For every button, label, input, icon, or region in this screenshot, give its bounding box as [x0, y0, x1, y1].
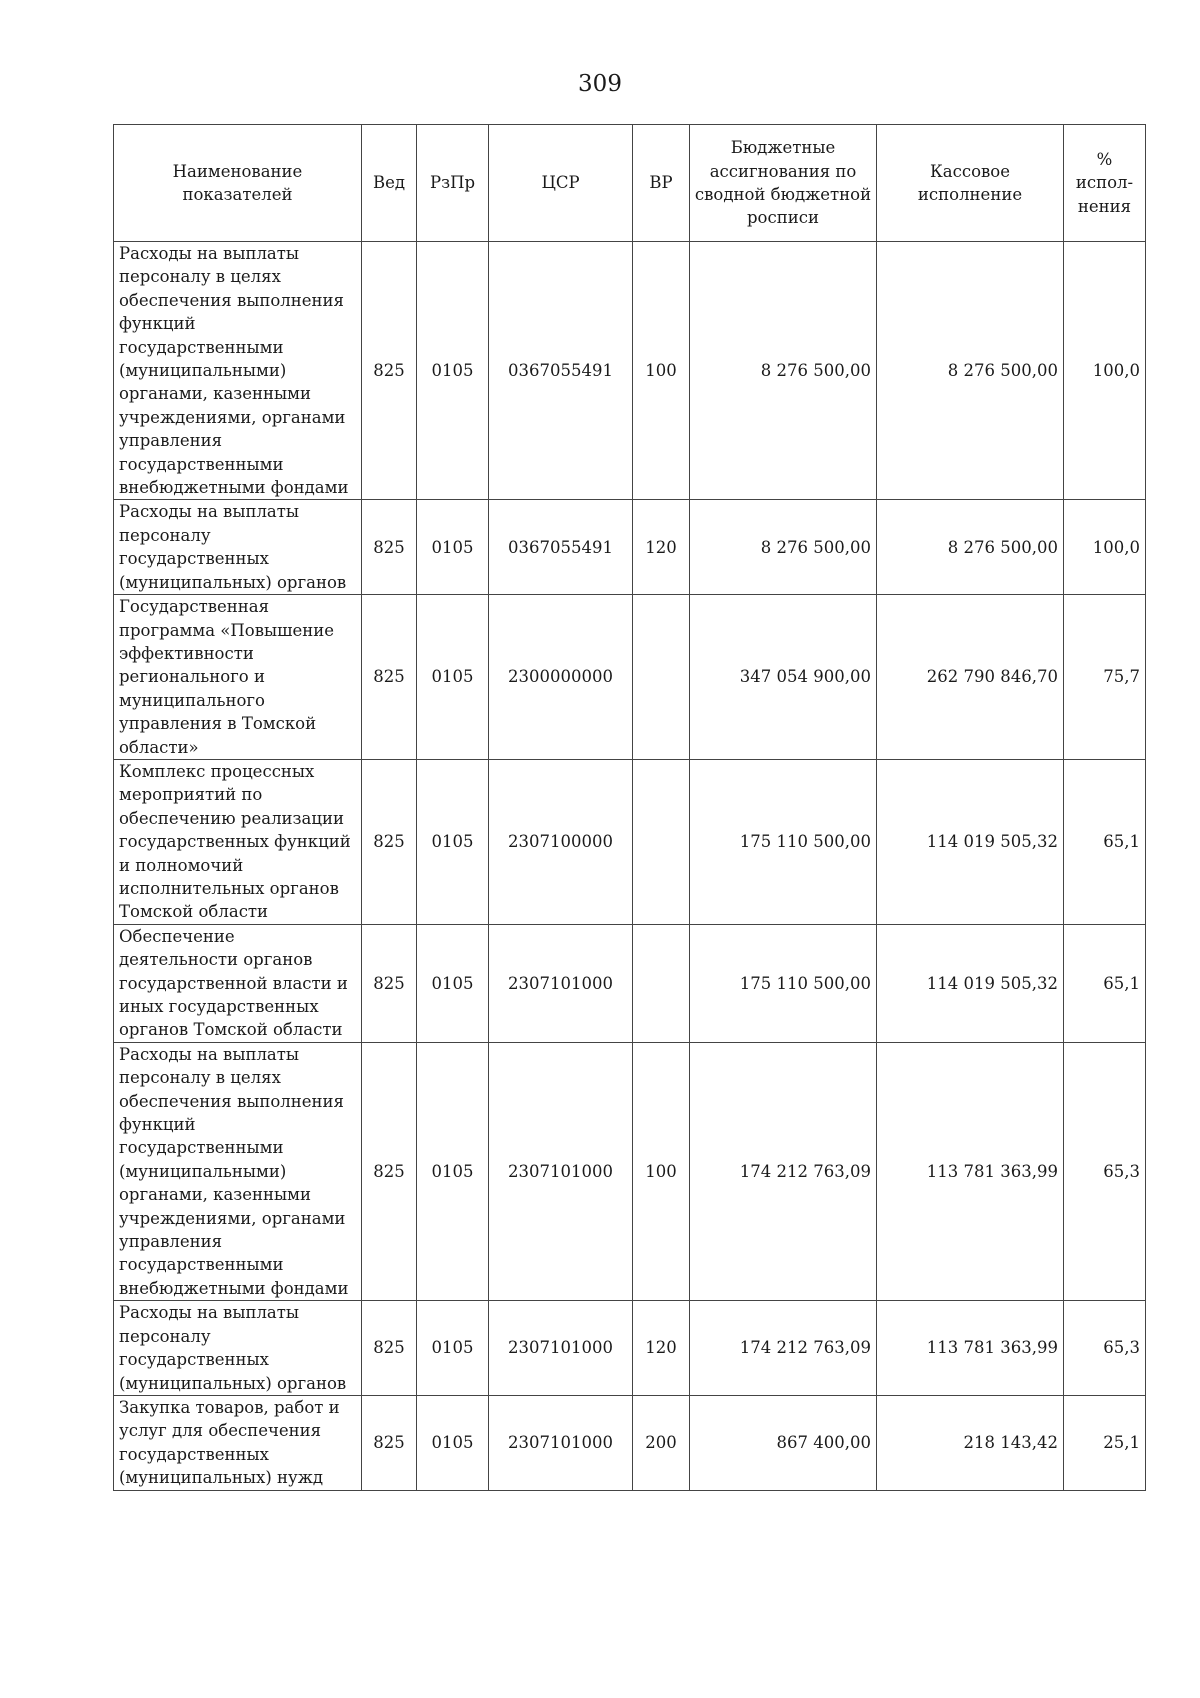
row-csr: 2307101000: [489, 1042, 633, 1300]
table-row: [114, 595, 1146, 760]
header-rzpr: РзПр: [417, 125, 489, 242]
row-ved: 825: [362, 759, 417, 924]
header-assigned: Бюджетные ассигнования по сводной бюджетной росписи: [690, 125, 877, 242]
row-percent: 100,0: [1064, 500, 1146, 595]
row-vr: [633, 759, 690, 924]
row-executed: 114 019 505,32: [877, 759, 1064, 924]
row-assigned: 8 276 500,00: [690, 242, 877, 500]
row-percent: 100,0: [1064, 242, 1146, 500]
row-ved: 825: [362, 595, 417, 760]
table-row: [114, 759, 1146, 924]
row-vr: 100: [633, 1042, 690, 1300]
row-rzpr: 0105: [417, 242, 489, 500]
row-name: Комплекс процессных мероприятий по обеспечению реализации государственных функций и полномочий исполнительных органов Томской области: [114, 759, 362, 924]
budget-table: [113, 124, 1146, 1491]
row-assigned: 8 276 500,00: [690, 500, 877, 595]
row-ved: 825: [362, 242, 417, 500]
row-vr: 200: [633, 1395, 690, 1490]
row-executed: 113 781 363,99: [877, 1301, 1064, 1396]
row-ved: 825: [362, 924, 417, 1042]
row-executed: 114 019 505,32: [877, 924, 1064, 1042]
row-rzpr: 0105: [417, 1042, 489, 1300]
row-percent: 65,3: [1064, 1301, 1146, 1396]
header-executed: Кассовое исполнение: [877, 125, 1064, 242]
row-executed: 262 790 846,70: [877, 595, 1064, 760]
page-number: 309: [578, 71, 622, 97]
row-rzpr: 0105: [417, 1395, 489, 1490]
row-ved: 825: [362, 1395, 417, 1490]
header-name: Наименование показателей: [114, 125, 362, 242]
row-ved: 825: [362, 1301, 417, 1396]
row-executed: 8 276 500,00: [877, 242, 1064, 500]
table-row: [114, 1395, 1146, 1490]
row-assigned: 175 110 500,00: [690, 924, 877, 1042]
row-csr: 2307101000: [489, 1301, 633, 1396]
row-percent: 65,1: [1064, 759, 1146, 924]
row-vr: 100: [633, 242, 690, 500]
row-vr: [633, 595, 690, 760]
row-rzpr: 0105: [417, 1301, 489, 1396]
row-rzpr: 0105: [417, 924, 489, 1042]
row-percent: 75,7: [1064, 595, 1146, 760]
row-csr: 2307101000: [489, 1395, 633, 1490]
header-vr: ВР: [633, 125, 690, 242]
row-percent: 65,3: [1064, 1042, 1146, 1300]
row-vr: 120: [633, 500, 690, 595]
row-vr: [633, 924, 690, 1042]
table-row: [114, 242, 1146, 500]
row-csr: 0367055491: [489, 242, 633, 500]
row-ved: 825: [362, 500, 417, 595]
row-name: Расходы на выплаты персоналу в целях обеспечения выполнения функций государственными (муниципальными) органами, казенными учреждениями, органами управления государственными внебюджетными фондами: [114, 1042, 362, 1300]
row-csr: 2300000000: [489, 595, 633, 760]
row-executed: 8 276 500,00: [877, 500, 1064, 595]
header-percent: % испол-нения: [1064, 125, 1146, 242]
row-csr: 2307100000: [489, 759, 633, 924]
table-row: [114, 1301, 1146, 1396]
header-ved: Вед: [362, 125, 417, 242]
row-assigned: 174 212 763,09: [690, 1301, 877, 1396]
row-ved: 825: [362, 1042, 417, 1300]
row-csr: 0367055491: [489, 500, 633, 595]
row-assigned: 174 212 763,09: [690, 1042, 877, 1300]
table-row: [114, 924, 1146, 1042]
table-header-row: [114, 125, 1146, 242]
row-assigned: 347 054 900,00: [690, 595, 877, 760]
table-row: [114, 1042, 1146, 1300]
row-name: Расходы на выплаты персоналу в целях обеспечения выполнения функций государственными (муниципальными) органами, казенными учреждениями, органами управления государственными внебюджетными фондами: [114, 242, 362, 500]
row-name: Расходы на выплаты персоналу государственных (муниципальных) органов: [114, 1301, 362, 1396]
row-rzpr: 0105: [417, 595, 489, 760]
row-vr: 120: [633, 1301, 690, 1396]
row-name: Расходы на выплаты персоналу государственных (муниципальных) органов: [114, 500, 362, 595]
row-assigned: 867 400,00: [690, 1395, 877, 1490]
row-rzpr: 0105: [417, 759, 489, 924]
row-rzpr: 0105: [417, 500, 489, 595]
row-percent: 65,1: [1064, 924, 1146, 1042]
row-name: Закупка товаров, работ и услуг для обеспечения государственных (муниципальных) нужд: [114, 1395, 362, 1490]
header-csr: ЦСР: [489, 125, 633, 242]
row-name: Государственная программа «Повышение эффективности регионального и муниципального управления в Томской области»: [114, 595, 362, 760]
row-name: Обеспечение деятельности органов государственной власти и иных государственных органов Томской области: [114, 924, 362, 1042]
row-executed: 218 143,42: [877, 1395, 1064, 1490]
table-row: [114, 500, 1146, 595]
row-csr: 2307101000: [489, 924, 633, 1042]
row-executed: 113 781 363,99: [877, 1042, 1064, 1300]
row-assigned: 175 110 500,00: [690, 759, 877, 924]
row-percent: 25,1: [1064, 1395, 1146, 1490]
